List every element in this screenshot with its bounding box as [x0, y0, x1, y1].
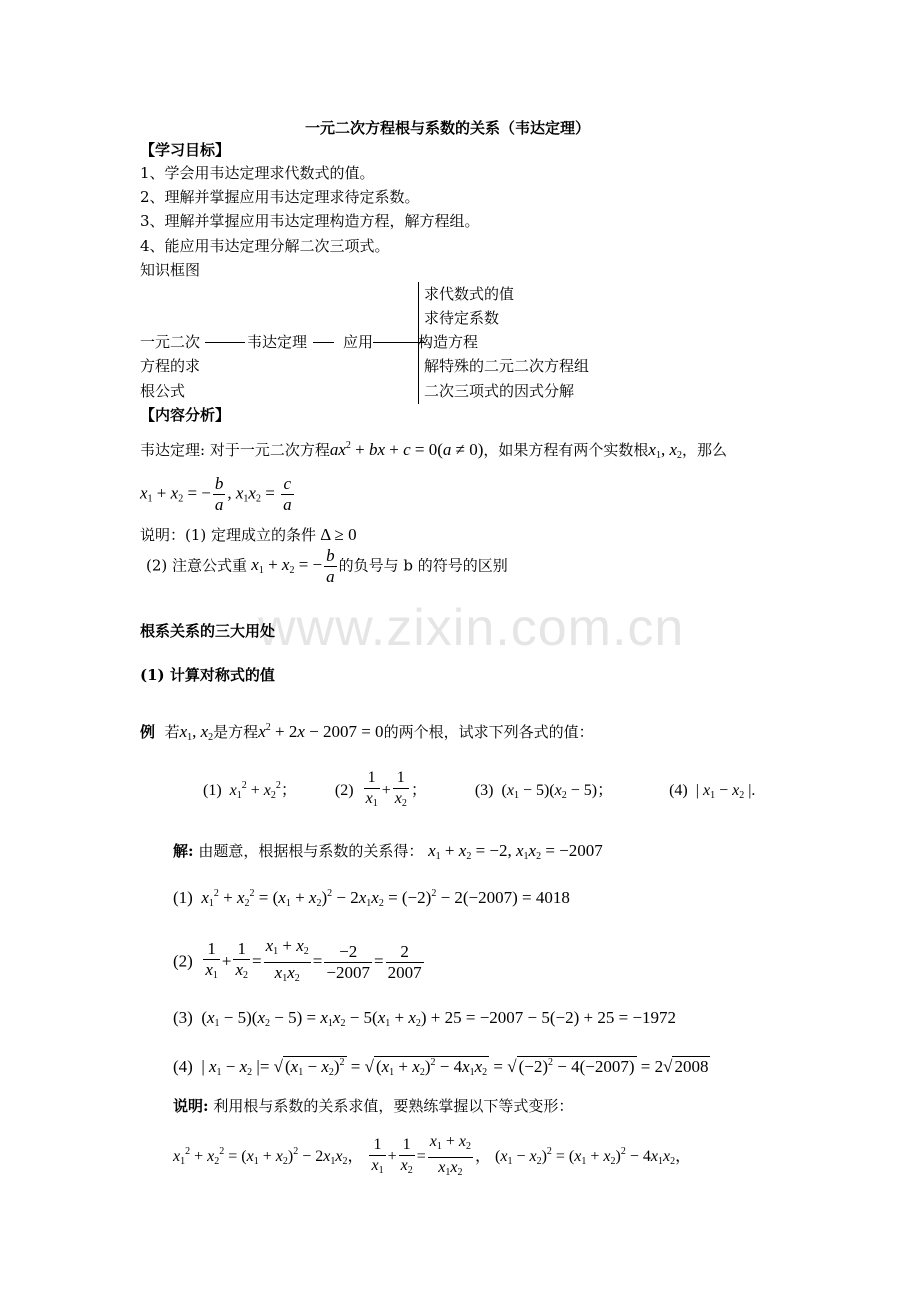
question-3: (3) $(x_1 - 5)(x_2 - 5)$； [474, 781, 614, 801]
note-condition [140, 524, 357, 545]
example-questions [203, 768, 755, 814]
solution-intro [173, 840, 603, 862]
framework-branch: 求待定系数 [424, 309, 500, 327]
solution-3: (3) $(x_1 - 5)(x_2 - 5) = x_1x_2 - 5(x_1 + x_2) + 25 = -2007 - 5(-2) + 25 = -1972$ [173, 1008, 677, 1029]
framework-branch: 求代数式的值 [424, 285, 515, 303]
example-roots: $x_1$, $x_2$ [179, 722, 214, 743]
watermark: www.zixin.com.cn [258, 599, 685, 657]
framework-root-line: 根公式 [140, 382, 186, 400]
example-statement [140, 721, 594, 743]
note-sign-prefix: (2) 注意公式重 [146, 556, 248, 575]
explain-line [173, 1095, 573, 1116]
solution-1: (1) $x_1^2 + x_2^2 = (x_1 + x_2)^2 - 2x_1x_2 = (-2)^2 - 2(-2007) = 4018$ [173, 888, 570, 909]
solution-4: (4) | $x_1 - x_2$ |= √ $(x_1 - x_2)^2$ = √ $(x_1 + x_2)^2 - 4x_1x_2$ = √ $(-2)^2 - 4(-2007) = 2√$ 2008 [173, 1057, 709, 1078]
solution-text: 由题意，根据根与系数的关系得： [198, 842, 424, 860]
section-heading: 根系关系的三大用处 [140, 622, 276, 640]
framework-arrow-line [313, 342, 334, 343]
theorem-suffix: ，那么 [682, 441, 728, 459]
theorem-middle: ，如果方程有两个实数根 [483, 441, 649, 459]
framework-root-line: 方程的求 [140, 357, 201, 375]
theorem-prefix: 韦达定理: 对于一元二次方程 [140, 441, 330, 459]
discriminant-condition: Δ ≥ 0 [316, 525, 357, 544]
goal-item: 4、能应用韦达定理分解二次三项式。 [140, 237, 390, 255]
framework-branch: 解特殊的二元二次方程组 [424, 357, 590, 375]
vieta-formula: $x_1 + x_2$ = − $\frac{b}{a}$ , $x_1x_2$ = $\frac{c}{a}$ [140, 474, 292, 514]
subsection-heading: (1) 计算对称式的值 [140, 666, 275, 684]
framework-branch: 构造方程 [418, 333, 479, 351]
goal-item: 3、理解并掌握应用韦达定理构造方程，解方程组。 [140, 212, 480, 230]
identities: $x_1^2 + x_2^2 = (x_1 + x_2)^2 - 2x_1x_2$， $\frac{1}{x_1}$ + $\frac{1}{x_2}$ = $\frac{x_1 + x_2}{x_1x_2}$ ， $(x_1 - x_2)^2 = (x_1 + x_2)^2 - 4x_1x_2$， [173, 1133, 692, 1178]
explain-label: 说明: [173, 1097, 209, 1115]
framework-node-vieta: 韦达定理 [247, 333, 308, 351]
question-1: (1) $x_1^2 + x_2^2$； [203, 779, 297, 801]
example-mid: 是方程 [213, 723, 259, 741]
goal-item: 1、学会用韦达定理求代数式的值。 [140, 164, 375, 182]
quadratic-equation: $ax^2$ + bx + c = 0(a ≠ 0) [329, 440, 484, 459]
example-prefix: 若 [164, 723, 180, 741]
content-heading: 【内容分析】 [140, 406, 231, 424]
framework-branch: 二次三项式的因式分解 [424, 382, 575, 400]
example-suffix: 的两个根，试求下列各式的值： [383, 723, 594, 741]
solution-2: (2) $\frac{1}{x_1}$ + $\frac{1}{x_2}$ = $\frac{x_1 + x_2}{x_1x_2}$ = $\frac{-2}{-2007}$ = $\frac{2}{2007}$ [173, 936, 422, 984]
page-title: 一元二次方程根与系数的关系（韦达定理） [305, 119, 591, 137]
sum-formula: $x_1 + x_2$ = − $\frac{b}{a}$ [251, 546, 335, 586]
note-sign-suffix: 的负号与 b 的符号的区别 [338, 556, 508, 575]
question-2: (2) $\frac{1}{x_1}$ + $\frac{1}{x_2}$ ； [334, 769, 427, 809]
question-4: (4) | $x_1 - x_2$ |. [669, 781, 756, 801]
note-condition-text: 说明：(1) 定理成立的条件 [140, 526, 317, 544]
example-equation: $x^2 + 2x - 2007 = 0$ [258, 722, 384, 741]
framework-label: 知识框图 [140, 261, 201, 279]
framework-root-line: 一元二次 [140, 333, 201, 351]
note-sign [146, 546, 508, 587]
solution-relations: $x_1 + x_2 = -2$, $x_1x_2 = -2007$ [428, 841, 603, 862]
study-goals-heading: 【学习目标】 [140, 141, 231, 159]
goal-item: 2、理解并掌握应用韦达定理求待定系数。 [140, 188, 420, 206]
framework-arrow-line [205, 342, 245, 343]
roots-symbol: $x_1$, $x_2$ [648, 440, 683, 461]
framework-node-apply: 应用 [343, 333, 374, 351]
example-label: 例 [140, 723, 156, 741]
explain-text: 利用根与系数的关系求值，要熟练掌握以下等式变形： [213, 1097, 574, 1115]
solution-label: 解: [173, 842, 194, 860]
theorem-statement [140, 439, 727, 461]
